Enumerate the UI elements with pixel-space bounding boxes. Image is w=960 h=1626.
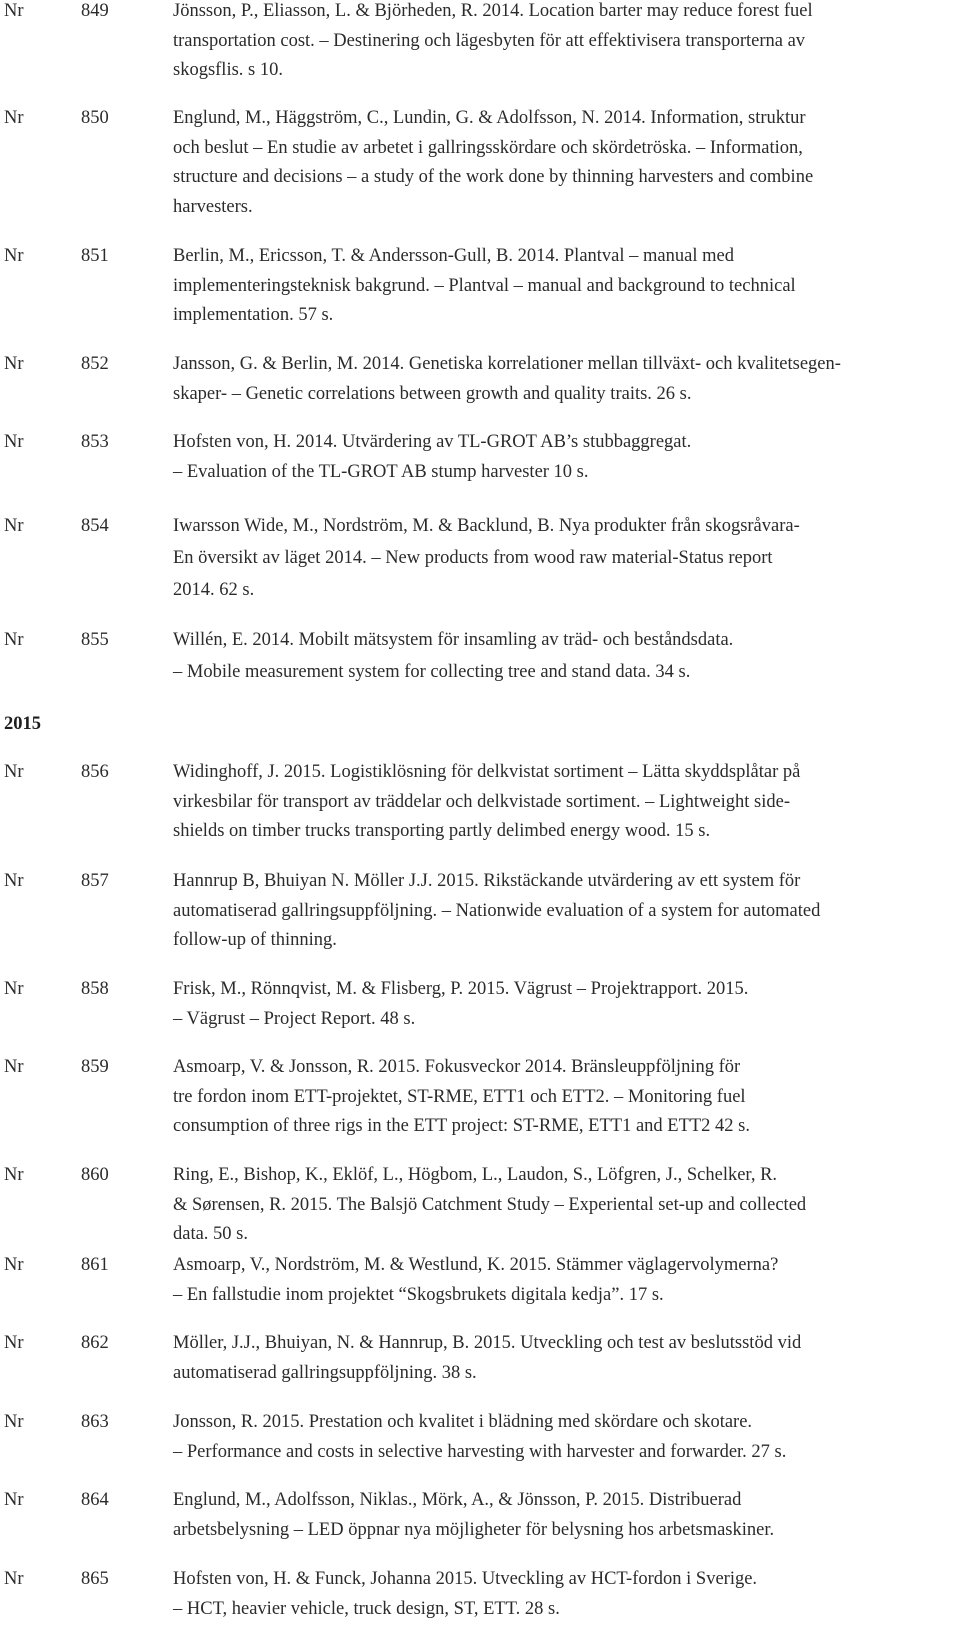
entry-number: 862 bbox=[81, 1333, 109, 1353]
citation-line: automatiserad gallringsuppföljning. – Nationwide evaluation of a system for automated bbox=[173, 900, 821, 921]
entry-number: 858 bbox=[81, 979, 109, 999]
entry-number: 851 bbox=[81, 246, 109, 266]
citation-line: Möller, J.J., Bhuiyan, N. & Hannrup, B. 2015. Utveckling och test av beslutsstöd vid bbox=[173, 1333, 802, 1353]
entry-number: 856 bbox=[81, 762, 109, 782]
entry-number: 849 bbox=[81, 1, 109, 21]
citation-line: automatiserad gallringsuppföljning. 38 s. bbox=[173, 1362, 477, 1383]
entry-number: 864 bbox=[81, 1490, 109, 1510]
entry-prefix: Nr bbox=[4, 1333, 24, 1353]
citation-line: Hofsten von, H. & Funck, Johanna 2015. Utveckling av HCT-fordon i Sverige. bbox=[173, 1569, 758, 1589]
citation-line: Hannrup B, Bhuiyan N. Möller J.J. 2015. Rikstäckande utvärdering av ett system för bbox=[173, 871, 801, 891]
entry-citation bbox=[173, 104, 953, 222]
entry-number: 865 bbox=[81, 1569, 109, 1589]
entry-citation bbox=[173, 1161, 953, 1250]
citation-line: skogsflis. s 10. bbox=[173, 60, 283, 80]
entry-prefix: Nr bbox=[4, 762, 24, 782]
entry-citation bbox=[173, 1053, 953, 1142]
citation-line: tre fordon inom ETT-projektet, ST-RME, ETT1 och ETT2. – Monitoring fuel bbox=[173, 1086, 746, 1107]
entry-number: 852 bbox=[81, 354, 109, 374]
entry-citation bbox=[173, 350, 953, 409]
entry-prefix: Nr bbox=[4, 979, 24, 999]
citation-line: arbetsbelysning – LED öppnar nya möjligheter för belysning hos arbetsmaskiner. bbox=[173, 1519, 775, 1540]
citation-line: – Vägrust – Project Report. 48 s. bbox=[173, 1008, 416, 1029]
citation-line: Englund, M., Häggström, C., Lundin, G. & Adolfsson, N. 2014. Information, struktur bbox=[173, 108, 806, 128]
entry-prefix: Nr bbox=[4, 108, 24, 128]
entry-citation bbox=[173, 867, 953, 956]
citation-line: – Mobile measurement system for collecting tree and stand data. 34 s. bbox=[173, 662, 691, 682]
citation-line: Berlin, M., Ericsson, T. & Andersson-Gull, B. 2014. Plantval – manual med bbox=[173, 246, 734, 266]
citation-line: – En fallstudie inom projektet “Skogsbrukets digitala kedja”. 17 s. bbox=[173, 1284, 664, 1305]
entry-prefix: Nr bbox=[4, 246, 24, 266]
entry-citation bbox=[173, 1329, 953, 1388]
citation-line: transportation cost. – Destinering och lägesbyten för att effektivisera transporterna av bbox=[173, 30, 806, 51]
entry-prefix: Nr bbox=[4, 630, 24, 650]
entry-citation bbox=[173, 624, 953, 688]
entry-citation bbox=[173, 1565, 953, 1624]
citation-line: Iwarsson Wide, M., Nordström, M. & Backlund, B. Nya produkter från skogsråvara- bbox=[173, 516, 800, 536]
entry-prefix: Nr bbox=[4, 1569, 24, 1589]
entry-number: 850 bbox=[81, 108, 109, 128]
entry-prefix: Nr bbox=[4, 1490, 24, 1510]
citation-line: Englund, M., Adolfsson, Niklas., Mörk, A., & Jönsson, P. 2015. Distribuerad bbox=[173, 1490, 742, 1510]
entry-number: 854 bbox=[81, 516, 109, 536]
citation-line: En översikt av läget 2014. – New products from wood raw material-Status report bbox=[173, 548, 773, 568]
citation-line: Jönsson, P., Eliasson, L. & Björheden, R. 2014. Location barter may reduce forest fuel bbox=[173, 1, 813, 21]
citation-line: Jansson, G. & Berlin, M. 2014. Genetiska korrelationer mellan tillväxt- och kvalitetsegen- bbox=[173, 354, 841, 374]
citation-line: & Sørensen, R. 2015. The Balsjö Catchment Study – Experiental set-up and collected bbox=[173, 1194, 807, 1215]
citation-line: skaper- – Genetic correlations between growth and quality traits. 26 s. bbox=[173, 383, 692, 404]
entry-prefix: Nr bbox=[4, 1057, 24, 1077]
citation-line: shields on timber trucks transporting partly delimbed energy wood. 15 s. bbox=[173, 821, 711, 841]
citation-line: Ring, E., Bishop, K., Eklöf, L., Högbom, L., Laudon, S., Löfgren, J., Schelker, R. bbox=[173, 1165, 778, 1185]
entry-citation bbox=[173, 1408, 953, 1467]
citation-line: Jonsson, R. 2015. Prestation och kvalitet i blädning med skördare och skotare. bbox=[173, 1412, 753, 1432]
entry-citation bbox=[173, 1251, 953, 1310]
citation-line: structure and decisions – a study of the work done by thinning harvesters and combine bbox=[173, 167, 814, 187]
citation-line: och beslut – En studie av arbetet i gallringsskördare och skördetröska. – Information, bbox=[173, 137, 803, 158]
citation-line: – Performance and costs in selective harvesting with harvester and forwarder. 27 s. bbox=[173, 1441, 787, 1462]
citation-line: follow-up of thinning. bbox=[173, 930, 337, 950]
year-heading: 2015 bbox=[4, 714, 41, 734]
citation-line: Hofsten von, H. 2014. Utvärdering av TL-GROT AB’s stubbaggregat. bbox=[173, 432, 692, 452]
citation-line: – Evaluation of the TL-GROT AB stump harvester 10 s. bbox=[173, 461, 589, 482]
citation-line: implementeringsteknisk bakgrund. – Plantval – manual and background to technical bbox=[173, 275, 796, 296]
citation-line: Frisk, M., Rönnqvist, M. & Flisberg, P. 2015. Vägrust – Projektrapport. 2015. bbox=[173, 979, 749, 999]
entry-prefix: Nr bbox=[4, 432, 24, 452]
entry-citation bbox=[173, 510, 953, 606]
entry-number: 860 bbox=[81, 1165, 109, 1185]
entry-citation bbox=[173, 975, 953, 1034]
entry-prefix: Nr bbox=[4, 1255, 24, 1275]
entry-prefix: Nr bbox=[4, 871, 24, 891]
citation-line: – HCT, heavier vehicle, truck design, ST, ETT. 28 s. bbox=[173, 1598, 560, 1619]
entry-prefix: Nr bbox=[4, 354, 24, 374]
citation-line: consumption of three rigs in the ETT project: ST-RME, ETT1 and ETT2 42 s. bbox=[173, 1116, 751, 1136]
entry-number: 853 bbox=[81, 432, 109, 452]
citation-line: Asmoarp, V. & Jonsson, R. 2015. Fokusveckor 2014. Bränsleuppföljning för bbox=[173, 1057, 741, 1077]
entry-prefix: Nr bbox=[4, 516, 24, 536]
entry-number: 859 bbox=[81, 1057, 109, 1077]
citation-line: Widinghoff, J. 2015. Logistiklösning för delkvistat sortiment – Lätta skyddsplåtar på bbox=[173, 762, 801, 782]
entry-citation bbox=[173, 0, 953, 86]
entry-citation bbox=[173, 242, 953, 331]
citation-line: Willén, E. 2014. Mobilt mätsystem för insamling av träd- och beståndsdata. bbox=[173, 630, 734, 650]
entry-number: 855 bbox=[81, 630, 109, 650]
entry-prefix: Nr bbox=[4, 1165, 24, 1185]
citation-line: virkesbilar för transport av träddelar och delkvistade sortiment. – Lightweight side- bbox=[173, 791, 791, 812]
entry-prefix: Nr bbox=[4, 1412, 24, 1432]
citation-line: Asmoarp, V., Nordström, M. & Westlund, K. 2015. Stämmer väglagervolymerna? bbox=[173, 1255, 779, 1275]
citation-line: 2014. 62 s. bbox=[173, 580, 255, 600]
citation-line: implementation. 57 s. bbox=[173, 305, 334, 325]
entry-citation bbox=[173, 428, 953, 487]
entry-number: 857 bbox=[81, 871, 109, 891]
entry-number: 863 bbox=[81, 1412, 109, 1432]
entry-prefix: Nr bbox=[4, 1, 24, 21]
entry-citation bbox=[173, 1486, 953, 1545]
entry-citation bbox=[173, 758, 953, 847]
citation-line: harvesters. bbox=[173, 196, 253, 217]
entry-number: 861 bbox=[81, 1255, 109, 1275]
citation-line: data. 50 s. bbox=[173, 1224, 249, 1244]
